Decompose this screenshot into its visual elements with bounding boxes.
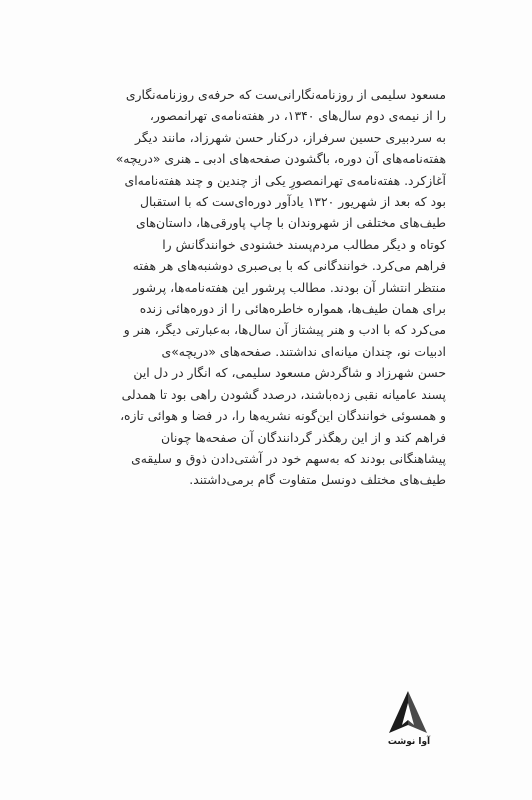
paragraph-line: ادبیات نو، چندان میانه‌ای نداشتند. صفحه‌های «دریچه»ی	[161, 343, 446, 359]
publisher-name: آوا نوشت	[387, 737, 431, 747]
paragraph-line: را از نیمه‌ی دوم سال‌های ۱۳۴۰، در هفته‌نامه‌ی تهرانمصور،	[149, 108, 446, 124]
logo-right-wing	[408, 691, 427, 733]
paragraph-line: کوتاه و دیگر مطالب مردم‌پسند خشنودی خوانندگانش را	[162, 236, 446, 252]
paragraph-line: طیف‌های مختلفی از شهروندان با چاپ پاورقی‌ها، داستان‌های	[136, 215, 446, 231]
paragraph-line: مسعود سلیمی از روزنامه‌نگارانی‌ست که حرفه‌ی روزنامه‌نگاری	[125, 87, 446, 102]
paragraph-line: برای همان طیف‌ها، همواره خاطره‌هائی را از دوره‌هائی زنده	[139, 301, 446, 317]
paragraph-line: فراهم می‌کرد. خوانندگانی که با بی‌صبری دوشنبه‌های هر هفته	[132, 258, 446, 274]
back-cover-paragraph	[96, 84, 446, 491]
paragraph-line: فراهم کند و از این رهگذر گردانندگان آن صفحه‌ها چونان	[161, 429, 446, 445]
paragraph-line: حسن شهرزاد و شاگردش مسعود سلیمی، که انگار در دل این	[133, 365, 446, 381]
paragraph-line: آغازکرد. هفته‌نامه‌ی تهرانمصورِ یکی از چندین و چند هفته‌نامه‌ای	[124, 172, 446, 188]
publisher-logo-svg	[383, 689, 433, 739]
paragraph-line: پیشاهنگانی بودند که به‌سهم خود در آشتی‌دادن ذوق و سلیقه‌ی	[131, 450, 446, 466]
paragraph-line: پسند عامیانه نقبی زده‌باشند، درصدد گشودن راهی بود تا همدلی	[121, 386, 446, 402]
paragraph-line: هفته‌نامه‌های آن دوره، باگشودن صفحه‌های ادبی ـ هنری «دریچه»	[115, 151, 446, 167]
paragraph-line: و همسوئی خوانندگان این‌گونه نشریه‌ها را، در فضا و هوائی تازه،	[120, 408, 446, 424]
paragraph-line: منتظر انتشار آن بودند. مطالب پرشور این هفته‌نامه‌ها، پرشور	[133, 279, 446, 295]
paragraph-line: می‌کرد که با ادب و هنر پیشتاز آن سال‌ها، به‌عبارتی دیگر، هنر و	[123, 322, 446, 338]
paragraph-line: به سردبیری حسین سرفراز، درکنار حسن شهرزاد، مانند دیگر	[134, 129, 446, 145]
paragraph-line: بود که بعد از شهریور ۱۳۲۰ یادآور دوره‌ای‌ست که با استقبال	[140, 194, 446, 210]
logo-left-wing	[389, 691, 408, 733]
paragraph-line: طیف‌های مختلف دونسل متفاوت گام برمی‌داشتند.	[189, 472, 446, 488]
